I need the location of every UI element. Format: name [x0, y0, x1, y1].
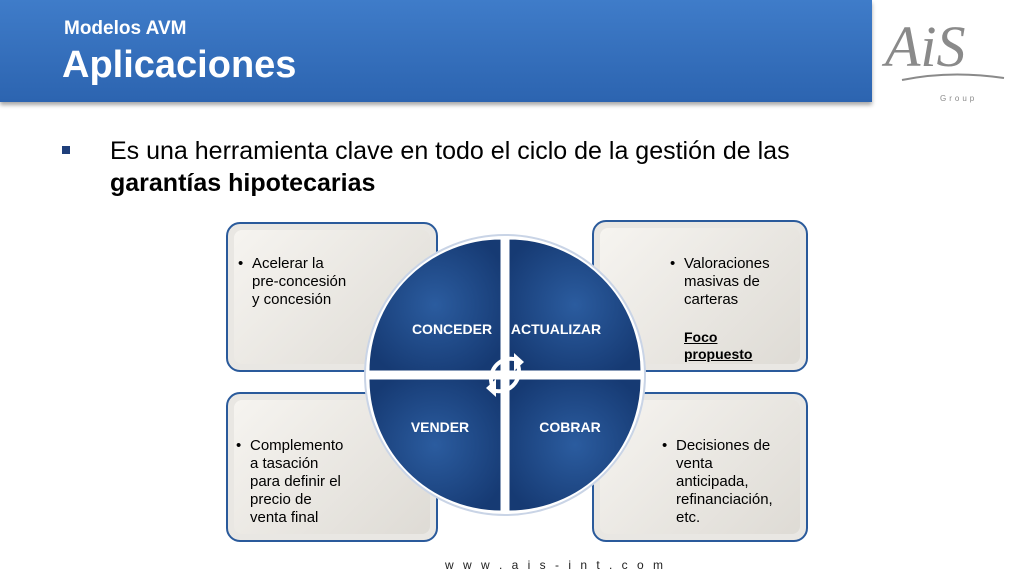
quadrant-label-cobrar: COBRAR — [539, 419, 601, 435]
bullet-dot: • — [238, 255, 244, 272]
quadrant-cobrar — [509, 379, 641, 511]
ais-group-logo — [880, 4, 1010, 104]
card-line: Valoraciones — [684, 255, 770, 272]
quadrant-conceder — [369, 239, 501, 371]
cycle-circle-diagram — [360, 230, 650, 520]
card-bottom-right-text — [662, 437, 802, 527]
card-top-left-text — [238, 255, 368, 309]
card-line: Decisiones de — [676, 437, 771, 454]
bullet-dot: • — [670, 255, 676, 272]
quadrant-label-vender: VENDER — [410, 419, 470, 435]
footer-url: w w w . a i s - i n t . c o m — [445, 558, 667, 572]
card-line: precio de — [250, 491, 312, 508]
bullet-text-bold: garantías hipotecarias — [110, 169, 376, 197]
card-line: carteras — [684, 291, 739, 308]
logo-tagline: Group — [940, 94, 978, 103]
card-line: y concesión — [252, 291, 332, 308]
card-line: venta final — [250, 509, 319, 526]
bullet-dot: • — [662, 437, 668, 454]
main-bullet — [110, 135, 930, 199]
card-line: anticipada, — [676, 473, 749, 490]
card-line: para definir el — [250, 473, 341, 490]
foco-propuesto-label: Foco propuesto — [684, 329, 753, 362]
bullet-square-icon — [62, 146, 70, 154]
card-line: a tasación — [250, 455, 319, 472]
bullet-text-normal: Es una herramienta clave en todo el ciclo de la gestión de las — [110, 137, 790, 165]
logo-wordmark: AiS — [885, 14, 966, 79]
slide-subtitle: Modelos AVM — [64, 18, 187, 39]
header-bar — [0, 0, 872, 102]
card-line: venta — [676, 455, 713, 472]
card-line: masivas de — [684, 273, 760, 290]
card-line: etc. — [676, 509, 701, 526]
card-line: Acelerar la — [252, 255, 324, 272]
card-top-right-text — [670, 255, 790, 309]
slide-title: Aplicaciones — [62, 44, 297, 86]
quadrant-label-actualizar: ACTUALIZAR — [510, 321, 602, 337]
card-line: refinanciación, — [676, 491, 773, 508]
card-line: pre-concesión — [252, 273, 347, 290]
bullet-dot: • — [236, 437, 242, 454]
card-bottom-left-text — [236, 437, 366, 527]
quadrant-vender — [369, 379, 501, 511]
card-line: Complemento — [250, 437, 344, 454]
quadrant-label-conceder: CONCEDER — [411, 321, 493, 337]
quadrant-actualizar — [509, 239, 641, 371]
